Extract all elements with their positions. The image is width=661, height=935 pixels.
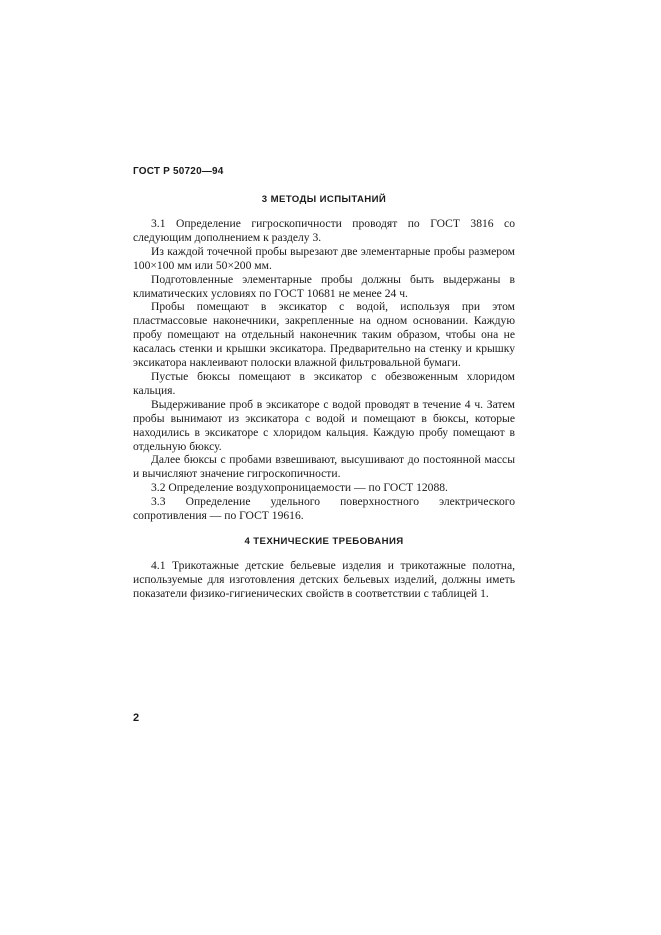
paragraph: 3.3 Определение удельного поверхностного электрического сопротивления — по ГОСТ 19616. xyxy=(133,495,515,523)
paragraph: 3.2 Определение воздухопроницаемости — по ГОСТ 12088. xyxy=(151,481,448,495)
page-number: 2 xyxy=(133,712,140,724)
paragraph: 3.1 Определение гигроскопичности проводят по ГОСТ 3816 со следующим дополнением к разделу 3. xyxy=(133,217,515,244)
paragraph: Выдерживание проб в эксикаторе с водой проводят в течение 4 ч. Затем пробы вынимают из эксикатора с водой и помещают в бюксы, которые находились в эксикаторе с хлоридом кальция. Каждую пробу помещают в отдельную бюксу. xyxy=(133,397,515,453)
document-header: ГОСТ Р 50720—94 xyxy=(133,166,224,177)
paragraph: Из каждой точечной пробы вырезают две элементарные пробы размером 100×100 мм или 50×200 мм. xyxy=(133,244,515,272)
document-body xyxy=(133,193,515,601)
paragraph: Далее бюксы с пробами взвешивают, высушивают до постоянной массы и вычисляют значение гигроскопичности. xyxy=(133,453,515,481)
section-title-requirements: 4 ТЕХНИЧЕСКИЕ ТРЕБОВАНИЯ xyxy=(244,535,404,547)
section-title-methods: 3 МЕТОДЫ ИСПЫТАНИЙ xyxy=(261,194,387,205)
paragraph: Подготовленные элементарные пробы должны быть выдержаны в климатических условиях по ГОСТ 10681 не менее 24 ч. xyxy=(133,272,515,300)
paragraph: Пробы помещают в эксикатор с водой, используя при этом пластмассовые наконечники, закрепленные на одном основании. Каждую пробу помещают на отдельный наконечник таким образом, чтобы она не касалась стенки и крышки эксикатора. Предварительно на стенку и крышку эксикатора наклеивают полоски влажной фильтровальной бумаги. xyxy=(133,300,515,370)
paragraph: Пустые бюксы помещают в эксикатор с обезвоженным хлоридом кальция. xyxy=(133,369,515,397)
paragraph: 4.1 Трикотажные детские бельевые изделия и трикотажные полотна, используемые для изготовления детских бельевых изделий, должны иметь показатели физико-гигиенических свойств в соответствии с таблицей 1. xyxy=(133,558,515,600)
